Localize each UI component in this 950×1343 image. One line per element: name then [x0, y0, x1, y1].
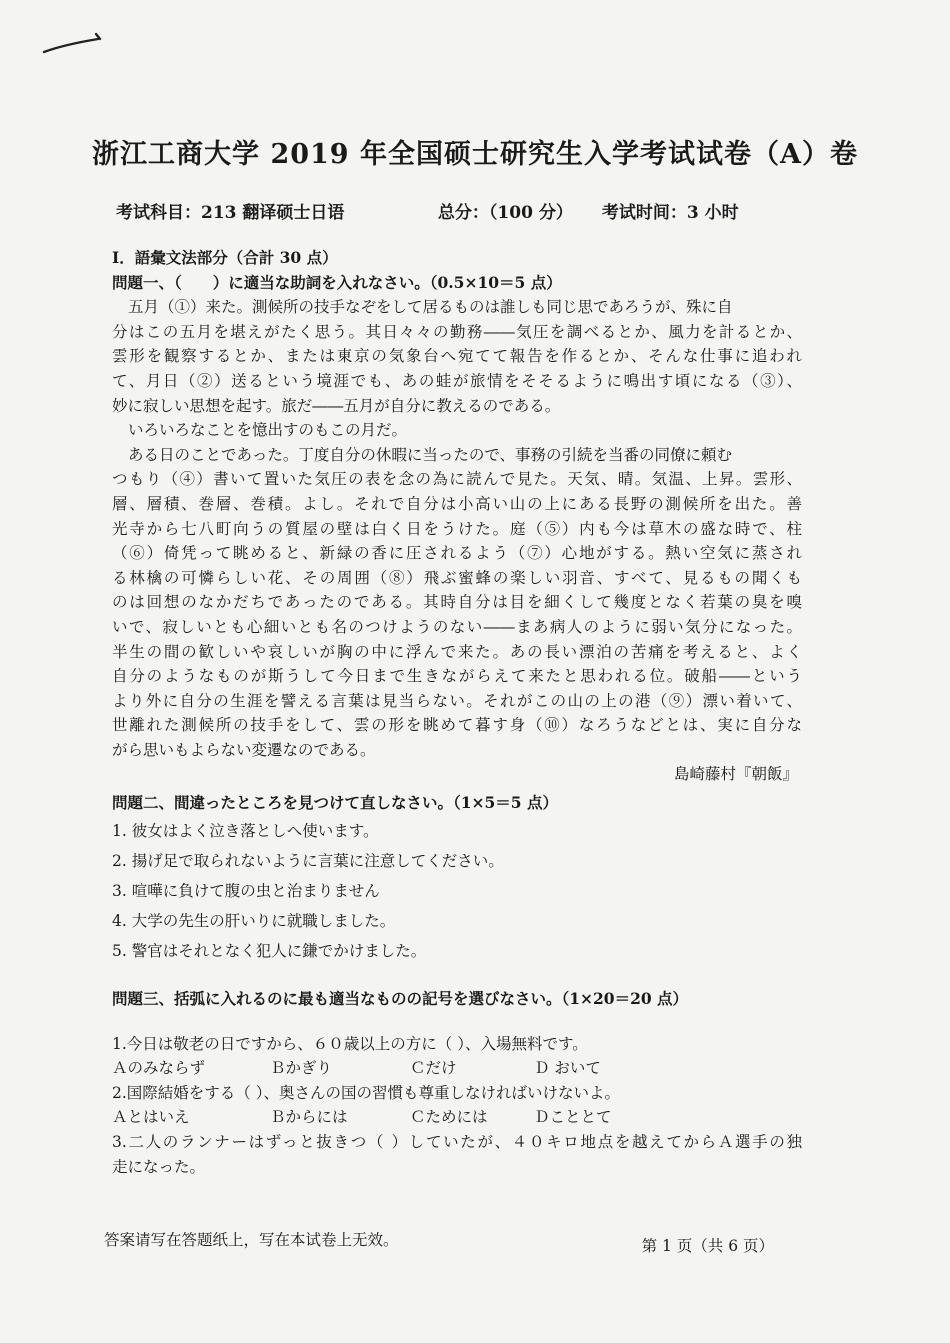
exam-content	[112, 246, 802, 1179]
passage-line: ある日のことであった。丁度自分の休暇に当ったので、事務の引続を当番の同僚に頼む	[128, 445, 733, 464]
list-item: 3. 喧嘩に負けて腹の虫と治まりません	[112, 881, 380, 900]
list-item: 5. 警官はそれとなく犯人に鎌でかけました。	[112, 941, 427, 960]
passage-line: 半生の間の歓しいや哀しいが胸の中に浮んで来た。あの長い漂泊の苦痛を考えると、よく	[112, 642, 802, 661]
passage-line: 世離れた測候所の技手をして、雲の形を眺めて暮す身（⑩）なろうなどとは、実に自分な	[112, 716, 802, 735]
passage-source: 島崎藤村『朝飯』	[673, 765, 798, 784]
exam-info	[116, 198, 739, 223]
answer-note: 答案请写在答题纸上，写在本试卷上无效。	[104, 1231, 399, 1249]
q3-item-3-question-continued: 走になった。	[112, 1157, 206, 1176]
section-heading: Ⅰ．語彙文法部分（合計 30 点）	[112, 248, 338, 267]
passage-line: 光寺から七八町向うの質屋の壁は白く日をうけた。庭（⑤）内も今は草木の盛な時で、柱	[112, 519, 802, 538]
question-1-heading: 問題一、（ ）に適当な助詞を入れなさい。（0.5×10＝5 点）	[112, 272, 562, 292]
passage-line: 妙に寂しい思想を起す。旅だ――五月が自分に教えるのである。	[112, 396, 561, 415]
q3-item-1-choices	[112, 1056, 802, 1081]
passage-line: 自分のようなものが斯うして今日まで生きながらえて来たと思われる位。破船――という	[112, 667, 802, 686]
question-3-items	[112, 1032, 802, 1180]
passage-line: 分はこの五月を堪えがたく思う。其日々々の勤務――気圧を調べるとか、風力を計るとか、	[112, 322, 802, 341]
pen-stroke-mark	[40, 30, 110, 60]
passage-line: て、月日（②）送るという境涯でも、あの蛙が旅情をそそるように鳴出す頃になる（③）、	[112, 371, 802, 390]
exam-title: 浙江工商大学 2019 年全国硕士研究生入学考试试卷（A）卷	[92, 139, 858, 170]
passage-line: つもり（④）書いて置いた気圧の表を念の為に読んで見た。天気、晴。気温、上昇。雲形、	[112, 470, 802, 489]
q3-item-2-question: 2.国際結婚をする（ ）、奥さんの国の習慣も尊重しなければいけないよ。	[112, 1083, 620, 1102]
passage-line: いろいろなことを憶出すのもこの月だ。	[128, 421, 408, 440]
list-item: 1. 彼女はよく泣き落としへ使います。	[112, 821, 379, 840]
q3-item-3-question: 3.二人のランナーはずっと抜きつ（ ）していたが、４０キロ地点を越えてからＡ選手の独	[112, 1133, 802, 1152]
choice-b: Ｂからには	[270, 1108, 348, 1127]
passage-line: 五月（①）来た。測候所の技手なぞをして居るものは誰しも同じ思であろうが、殊に自	[128, 298, 733, 317]
passage-line: より外に自分の生涯を譬える言葉は見当らない。それがこの山の上の港（⑨）漂い着いて、	[112, 691, 802, 710]
choice-d: Ｄこととて	[534, 1108, 612, 1127]
choice-a: Ａのみならず	[112, 1059, 206, 1078]
question-2-list	[112, 816, 802, 966]
list-item: 2. 揚げ足で取られないように言葉に注意してください。	[112, 851, 504, 870]
choice-d: Ｄ おいて	[534, 1059, 601, 1078]
choice-b: Ｂかぎり	[270, 1059, 333, 1078]
question-3-heading: 問題三、括弧に入れるのに最も適当なものの記号を選びなさい。（1×20＝20 点）	[112, 988, 689, 1008]
list-item: 4. 大学の先生の肝いりに就職しました。	[112, 911, 396, 930]
question-2-heading: 問題二、間違ったところを見つけて直しなさい。（1×5＝5 点）	[112, 793, 558, 813]
passage-line: がら思いもよらない変遷なのである。	[112, 740, 376, 759]
passage-line: る林檎の可憐らしい花、その周囲（⑧）飛ぶ蜜蜂の楽しい羽音、すべて、見るもの聞くも	[112, 568, 802, 587]
passage-line: いで、寂しいとも心細いとも名のつけようのない――まあ病人のように弱い気分になった。	[112, 617, 802, 636]
choice-c: Ｃだけ	[410, 1059, 457, 1078]
passage-line: 雲形を観察するとか、または東京の気象台へ宛てて報告を作るとか、そんな仕事に追われ	[112, 347, 802, 366]
passage-line: （⑥）倚凭って眺めると、新緑の香に圧されるよう（⑦）心地がする。熱い空気に蒸され	[112, 544, 802, 563]
passage-line: 層、層積、巻層、巻積。よし。それで自分は小高い山の上にある長野の測候所を出た。善	[112, 494, 802, 513]
exam-subject: 考试科目：213 翻译硕士日语	[116, 203, 345, 223]
exam-total-score: 总分：（100 分）	[437, 203, 573, 223]
choice-a: Ａとはいえ	[112, 1108, 190, 1127]
page-number: 第 1 页（共 6 页）	[641, 1237, 774, 1255]
reading-passage	[112, 295, 802, 787]
q3-item-1-question: 1.今日は敬老の日ですから、６０歳以上の方に（ ）、入場無料です。	[112, 1034, 588, 1053]
passage-line: のは回想のなかだちであったのである。其時自分は目を細くして幾度となく若葉の臭を嗅	[112, 593, 802, 612]
q3-item-2-choices	[112, 1105, 802, 1130]
exam-time: 考试时间：3 小时	[601, 203, 739, 223]
choice-c: Ｃためには	[410, 1108, 488, 1127]
